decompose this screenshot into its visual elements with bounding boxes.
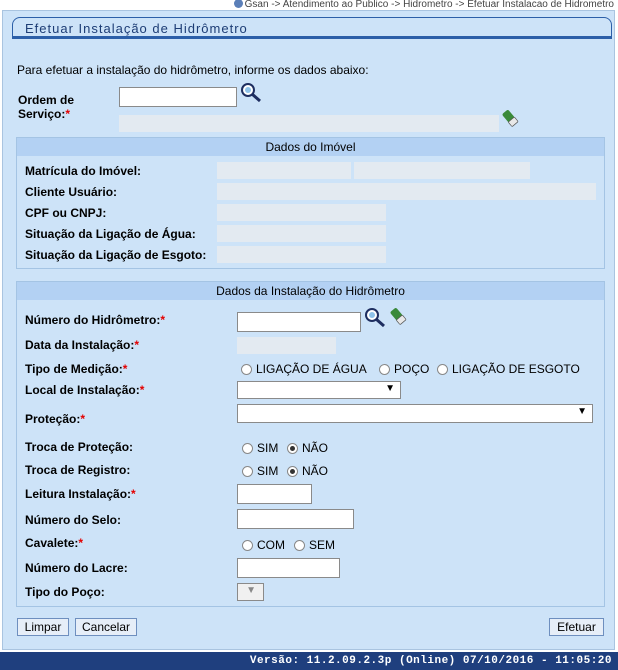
cancelar-button[interactable]: Cancelar <box>75 618 137 636</box>
cliente-label: Cliente Usuário: <box>25 185 118 199</box>
protecao-label: Proteção:* <box>25 412 86 426</box>
local-instalacao-label: Local de Instalação:* <box>25 383 145 397</box>
tipo-agua-option[interactable]: LIGAÇÃO DE ÁGUA <box>241 362 367 376</box>
cpf-label: CPF ou CNPJ: <box>25 206 107 220</box>
data-instalacao-label: Data da Instalação:* <box>25 338 140 352</box>
numero-hidrometro-label: Número do Hidrômetro:* <box>25 313 166 327</box>
protecao-select[interactable] <box>237 404 593 423</box>
local-instalacao-select[interactable] <box>237 381 401 399</box>
matricula-value <box>217 162 351 179</box>
limpar-button[interactable]: Limpar <box>17 618 69 636</box>
numero-lacre-input[interactable] <box>237 558 340 578</box>
numero-selo-input[interactable] <box>237 509 354 529</box>
main-panel <box>2 10 615 650</box>
chevron-down-icon: ▼ <box>246 585 256 596</box>
cavalete-sem[interactable]: SEM <box>294 538 335 552</box>
cavalete-sem-radio[interactable] <box>294 540 305 551</box>
troca-protecao-nao[interactable]: NÃO <box>287 441 328 455</box>
chevron-down-icon: ▼ <box>577 406 587 417</box>
breadcrumb <box>234 0 614 10</box>
troca-registro-nao-radio[interactable] <box>287 466 298 477</box>
title-bar <box>12 17 612 39</box>
dados-instalacao-header: Dados da Instalação do Hidrômetro <box>17 282 604 300</box>
troca-protecao-label: Troca de Proteção: <box>25 440 134 454</box>
tipo-poco-radio[interactable] <box>379 364 390 375</box>
leitura-input[interactable] <box>237 484 312 504</box>
cavalete-label: Cavalete:* <box>25 536 84 550</box>
troca-protecao-nao-radio[interactable] <box>287 443 298 454</box>
cpf-value <box>217 204 386 221</box>
data-instalacao-value <box>237 337 336 354</box>
tipo-agua-radio[interactable] <box>241 364 252 375</box>
ordem-servico-input[interactable] <box>119 87 237 107</box>
tipo-poco-option[interactable]: POÇO <box>379 362 429 376</box>
eraser-hidrometro-icon[interactable] <box>389 307 407 325</box>
chevron-down-icon: ▼ <box>385 383 395 394</box>
cavalete-com-radio[interactable] <box>242 540 253 551</box>
troca-registro-nao[interactable]: NÃO <box>287 464 328 478</box>
tipo-poco-select[interactable] <box>237 583 264 601</box>
version-text: Versão: 11.2.09.2.3p (Online) 07/10/2016 - 11:05:20 <box>249 655 612 667</box>
efetuar-button[interactable]: Efetuar <box>549 618 604 636</box>
search-hidrometro-icon[interactable] <box>363 306 387 328</box>
page-title: Efetuar Instalação de Hidrômetro <box>25 21 248 36</box>
sit-agua-label: Situação da Ligação de Água: <box>25 227 196 241</box>
globe-icon <box>234 0 243 8</box>
cliente-value <box>217 183 596 200</box>
troca-registro-sim[interactable]: SIM <box>242 464 278 478</box>
numero-lacre-label: Número do Lacre: <box>25 561 128 575</box>
sit-agua-value <box>217 225 386 242</box>
tipo-esgoto-radio[interactable] <box>437 364 448 375</box>
footer-bar <box>0 652 618 670</box>
tipo-esgoto-option[interactable]: LIGAÇÃO DE ESGOTO <box>437 362 580 376</box>
matricula-info <box>354 162 530 179</box>
leitura-label: Leitura Instalação:* <box>25 487 136 501</box>
dados-imovel-header: Dados do Imóvel <box>17 138 604 156</box>
eraser-icon[interactable] <box>501 109 519 127</box>
ordem-label: Ordem de <box>18 93 75 107</box>
troca-registro-sim-radio[interactable] <box>242 466 253 477</box>
ordem-descricao <box>119 115 499 132</box>
intro-text: Para efetuar a instalação do hidrômetro, informe os dados abaixo: <box>17 63 369 77</box>
dados-imovel-panel <box>16 137 605 269</box>
breadcrumb-text: Gsan -> Atendimento ao Publico -> Hidrometro -> Efetuar Instalacao de Hidrometro <box>244 0 614 11</box>
sit-esgoto-value <box>217 246 386 263</box>
cavalete-com[interactable]: COM <box>242 538 285 552</box>
tipo-medicao-label: Tipo de Medição:* <box>25 362 128 376</box>
troca-protecao-sim[interactable]: SIM <box>242 441 278 455</box>
tipo-poco-label: Tipo do Poço: <box>25 585 105 599</box>
troca-protecao-sim-radio[interactable] <box>242 443 253 454</box>
troca-registro-label: Troca de Registro: <box>25 463 131 477</box>
sit-esgoto-label: Situação da Ligação de Esgoto: <box>25 248 207 262</box>
search-icon[interactable] <box>239 81 263 103</box>
ordem-label-2: Serviço:* <box>18 107 71 121</box>
numero-selo-label: Número do Selo: <box>25 513 122 527</box>
numero-hidrometro-input[interactable] <box>237 312 361 332</box>
dados-instalacao-panel <box>16 281 605 607</box>
matricula-label: Matrícula do Imóvel: <box>25 164 142 178</box>
